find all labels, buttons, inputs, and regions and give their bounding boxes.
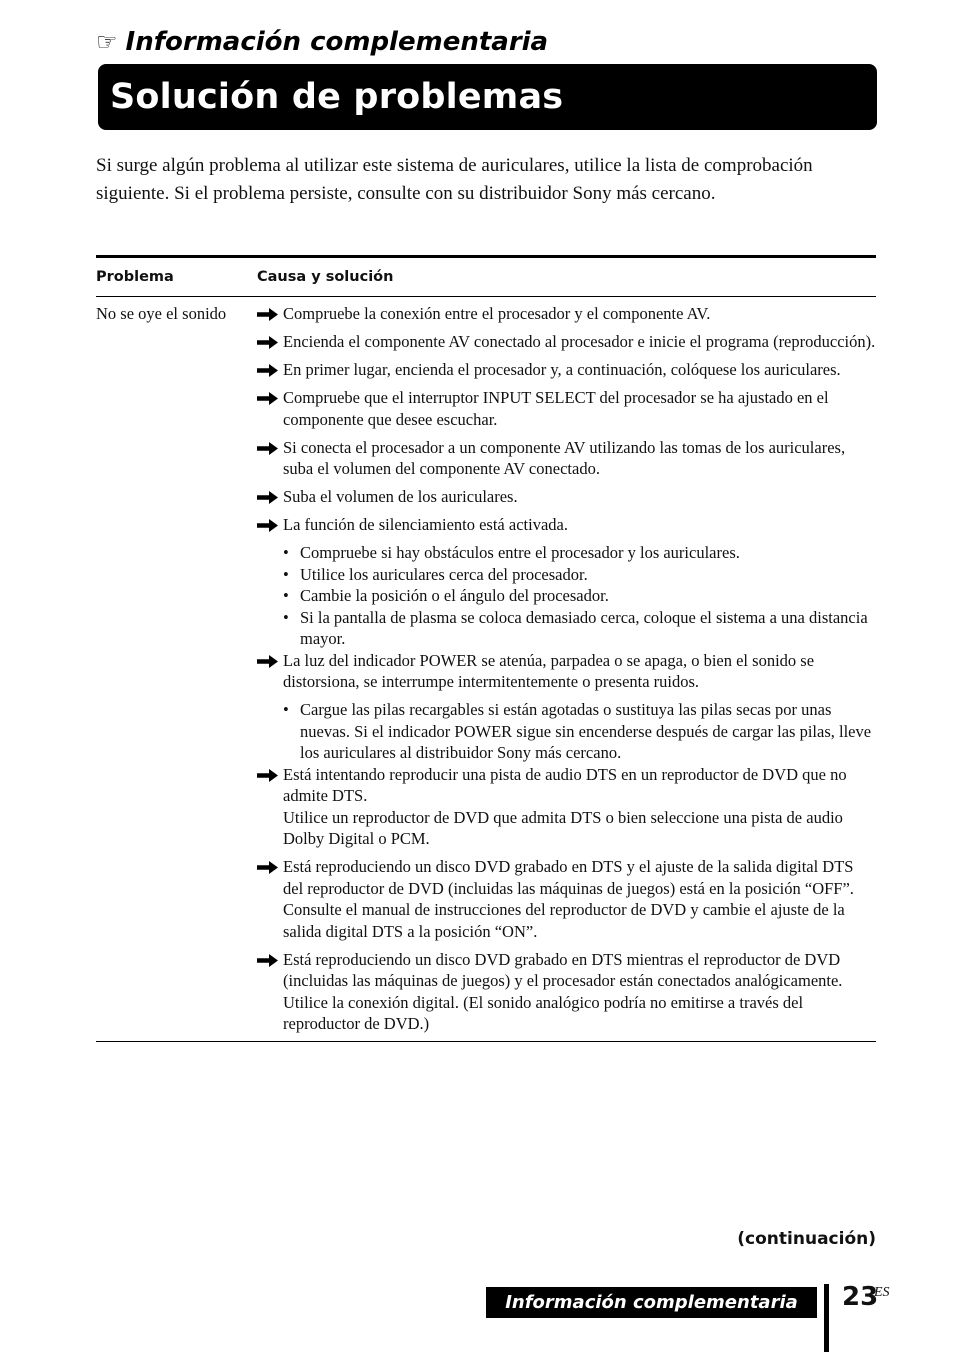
cause-entry — [257, 303, 876, 325]
table-header-row — [96, 258, 876, 297]
solution-text: Utilice la conexión digital. (El sonido analógico podría no emitirse a través del reproductor de DVD.) — [283, 992, 804, 1033]
bullet: • — [283, 564, 289, 584]
cause-text: Encienda el componente AV conectado al procesador e inicie el programa (reproducción). — [283, 332, 876, 351]
page-number-suffix: ES — [874, 1285, 890, 1300]
section-header — [96, 26, 548, 58]
cause-text: Suba el volumen de los auriculares. — [283, 487, 518, 506]
list-item — [283, 564, 876, 586]
cause-cell — [257, 303, 876, 1035]
troubleshooting-table — [96, 255, 876, 1042]
arrow-right-icon — [257, 331, 283, 353]
bullet: • — [283, 700, 289, 719]
cause-text: Compruebe que el interruptor INPUT SELECT del procesador se ha ajustado en el componente que desee escuchar. — [283, 388, 829, 429]
pointing-hand-icon: ☞ — [96, 28, 118, 56]
cause-text: En primer lugar, encienda el procesador y, a continuación, colóquese los auriculares. — [283, 360, 841, 379]
cause-entry — [257, 437, 876, 480]
list-item — [283, 699, 876, 764]
list-item-text: Cambie la posición o el ángulo del procesador. — [300, 586, 609, 605]
cause-block — [283, 856, 876, 942]
bullet-list-power — [283, 699, 876, 764]
header-cause: Causa y solución — [257, 269, 394, 285]
cause-text: Está reproduciendo un disco DVD grabado en DTS mientras el reproductor de DVD (incluidas las máquinas de juegos) y el procesador están conectados analógicamente. — [283, 949, 843, 990]
footer-divider — [824, 1284, 829, 1352]
page-title: Solución de problemas — [110, 77, 564, 117]
continuation-label: (continuación) — [737, 1229, 876, 1249]
cause-entry — [257, 764, 876, 850]
arrow-right-icon — [257, 650, 283, 693]
list-item-text: Compruebe si hay obstáculos entre el procesador y los auriculares. — [300, 543, 740, 562]
section-header-text: Información complementaria — [125, 27, 549, 57]
footer-section-label: Información complementaria — [505, 1292, 798, 1313]
cause-entry — [257, 331, 876, 353]
cause-entry — [257, 359, 876, 381]
table-row — [96, 297, 876, 1042]
solution-text: Utilice un reproductor de DVD que admita DTS o bien seleccione una pista de audio Dolby Digital o PCM. — [283, 807, 843, 848]
arrow-right-icon — [257, 303, 283, 325]
cause-text: Está reproduciendo un disco DVD grabado en DTS y el ajuste de la salida digital DTS del reproductor de DVD (incluidas las máquinas de juegos) está en la posición “OFF”. — [283, 857, 854, 898]
arrow-right-icon — [257, 764, 283, 850]
cause-entry — [257, 650, 876, 693]
intro-paragraph: Si surge algún problema al utilizar este sistema de auriculares, utilice la lista de comprobación siguiente. Si el problema persiste, consulte con su distribuidor Sony más cercano. — [96, 155, 813, 204]
bullet: • — [283, 543, 289, 562]
arrow-right-icon — [257, 486, 283, 508]
arrow-right-icon — [257, 514, 283, 536]
list-item-text: Cargue las pilas recargables si están agotadas o sustituya las pilas secas por unas nuevas. Si el indicador POWER sigue sin encenderse después de cargar las pilas, lleve los auriculares al distribuidor Sony más cercano. — [300, 700, 872, 762]
arrow-right-icon — [257, 856, 283, 942]
cause-entry — [257, 856, 876, 942]
cause-entry — [257, 387, 876, 430]
list-item — [283, 607, 876, 650]
page-number: 23 — [842, 1282, 879, 1312]
footer-section-bar — [486, 1287, 817, 1318]
list-item-text: Si la pantalla de plasma se coloca demasiado cerca, coloque el sistema a una distancia mayor. — [300, 607, 868, 648]
arrow-right-icon — [257, 949, 283, 1035]
arrow-right-icon — [257, 359, 283, 381]
cause-text: La función de silenciamiento está activada. — [283, 515, 568, 534]
list-item — [283, 542, 876, 564]
list-item-text: Utilice los auriculares cerca del procesador. — [300, 564, 588, 584]
cause-text: La luz del indicador POWER se atenúa, parpadea o se apaga, o bien el sonido se distorsiona, se interrumpe intermitentemente o presenta ruidos. — [283, 650, 815, 691]
cause-entry — [257, 949, 876, 1035]
problem-cell: No se oye el sonido — [96, 304, 227, 323]
cause-text: Está intentando reproducir una pista de audio DTS en un reproductor de DVD que no admite DTS. — [283, 764, 847, 805]
bullet: • — [283, 586, 289, 605]
cause-block — [283, 949, 876, 1035]
cause-entry — [257, 514, 876, 536]
title-bar — [98, 64, 877, 130]
arrow-right-icon — [257, 437, 283, 480]
cause-block — [283, 764, 876, 850]
cause-text: Compruebe la conexión entre el procesador y el componente AV. — [283, 304, 711, 323]
arrow-right-icon — [257, 387, 283, 430]
header-problem: Problema — [96, 269, 174, 285]
cause-entry — [257, 486, 876, 508]
solution-text: Consulte el manual de instrucciones del reproductor de DVD y cambie el ajuste de la salida digital DTS a la posición “ON”. — [283, 900, 845, 941]
list-item — [283, 585, 876, 607]
cause-text: Si conecta el procesador a un componente AV utilizando las tomas de los auriculares, suba el volumen del componente AV conectado. — [283, 437, 846, 478]
bullet: • — [283, 607, 289, 627]
bullet-list-mute — [283, 542, 876, 650]
